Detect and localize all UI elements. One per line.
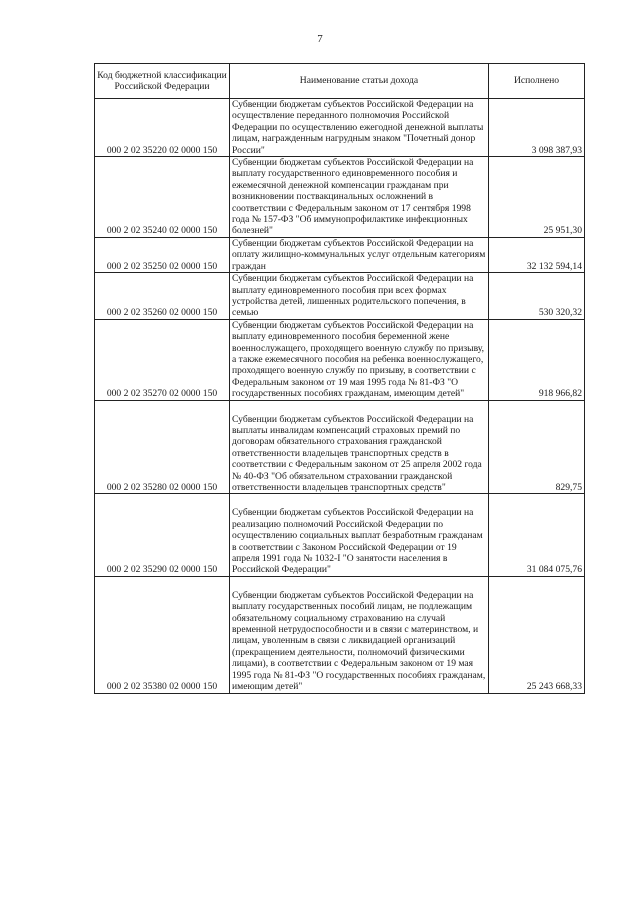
row-name: Субвенции бюджетам субъектов Российской Федерации на выплату государственного единовременного пособия и ежемесячной денежной компенсации гражданам при возникновении поствакцинальных осложнений в соответствии с Федеральным законом от 17 сентября 1998 года № 157-ФЗ "Об иммунопрофилактике инфекционных болезней" [230,157,489,238]
budget-revenue-table [94,63,585,694]
row-code: 000 2 02 35290 02 0000 150 [95,494,230,576]
row-name: Субвенции бюджетам субъектов Российской Федерации на осуществление переданного полномочия Российской Федерации по осуществлению ежегодной денежной выплаты лицам, награжденным нагрудным знаком "Почетный донор России" [230,99,489,157]
row-amount: 32 132 594,14 [489,237,585,272]
row-name: Субвенции бюджетам субъектов Российской Федерации на выплаты инвалидам компенсаций страховых премий по договорам обязательного страхования гражданской ответственности владельцев транспортных средств в соответствии с Федеральным законом от 25 апреля 2002 года № 40-ФЗ "Об обязательном страховании гражданской ответственности владельцев транспортных средств" [230,400,489,494]
row-name: Субвенции бюджетам субъектов Российской Федерации на реализацию полномочий Российской Федерации по осуществлению социальных выплат безработным гражданам в соответствии с Законом Российской Федерации от 19 апреля 1991 года № 1032-I "О занятости населения в Российской Федерации" [230,494,489,576]
table-header-row [95,64,585,99]
row-code: 000 2 02 35220 02 0000 150 [95,99,230,157]
table-row [95,157,585,238]
row-amount: 25 243 668,33 [489,576,585,693]
header-amount: Исполнено [489,64,585,99]
table-row [95,400,585,494]
row-code: 000 2 02 35380 02 0000 150 [95,576,230,693]
row-amount: 31 084 075,76 [489,494,585,576]
row-amount: 918 966,82 [489,319,585,400]
row-amount: 25 951,30 [489,157,585,238]
row-name: Субвенции бюджетам субъектов Российской Федерации на выплату единовременного пособия при всех формах устройства детей, лишенных родительского попечения, в семью [230,273,489,320]
header-code: Код бюджетной классификации Российской Федерации [95,64,230,99]
table-row [95,319,585,400]
row-amount: 829,75 [489,400,585,494]
row-code: 000 2 02 35270 02 0000 150 [95,319,230,400]
table-row [95,576,585,693]
row-name: Субвенции бюджетам субъектов Российской Федерации на выплату единовременного пособия беременной жене военнослужащего, проходящего военную службу по призыву, а также ежемесячного пособия на ребенка военнослужащего, проходящего военную службу по призыву, в соответствии с Федеральным законом от 19 мая 1995 года № 81-ФЗ "О государственных пособиях гражданам, имеющим детей" [230,319,489,400]
header-name: Наименование статьи дохода [230,64,489,99]
row-code: 000 2 02 35240 02 0000 150 [95,157,230,238]
page-number: 7 [317,33,323,45]
table-row [95,494,585,576]
table-row [95,273,585,320]
row-name: Субвенции бюджетам субъектов Российской Федерации на выплату государственных пособий лицам, не подлежащим обязательному социальному страхованию на случай временной нетрудоспособности и в связи с материнством, и лицам, уволенным в связи с ликвидацией организаций (прекращением деятельности, полномочий физическими лицами), в соответствии с Федеральным законом от 19 мая 1995 года № 81-ФЗ "О государственных пособиях гражданам, имеющим детей" [230,576,489,693]
table-row [95,99,585,157]
table-row [95,237,585,272]
row-amount: 3 098 387,93 [489,99,585,157]
row-amount: 530 320,32 [489,273,585,320]
row-code: 000 2 02 35280 02 0000 150 [95,400,230,494]
row-code: 000 2 02 35250 02 0000 150 [95,237,230,272]
row-name: Субвенции бюджетам субъектов Российской Федерации на оплату жилищно-коммунальных услуг отдельным категориям граждан [230,237,489,272]
row-code: 000 2 02 35260 02 0000 150 [95,273,230,320]
